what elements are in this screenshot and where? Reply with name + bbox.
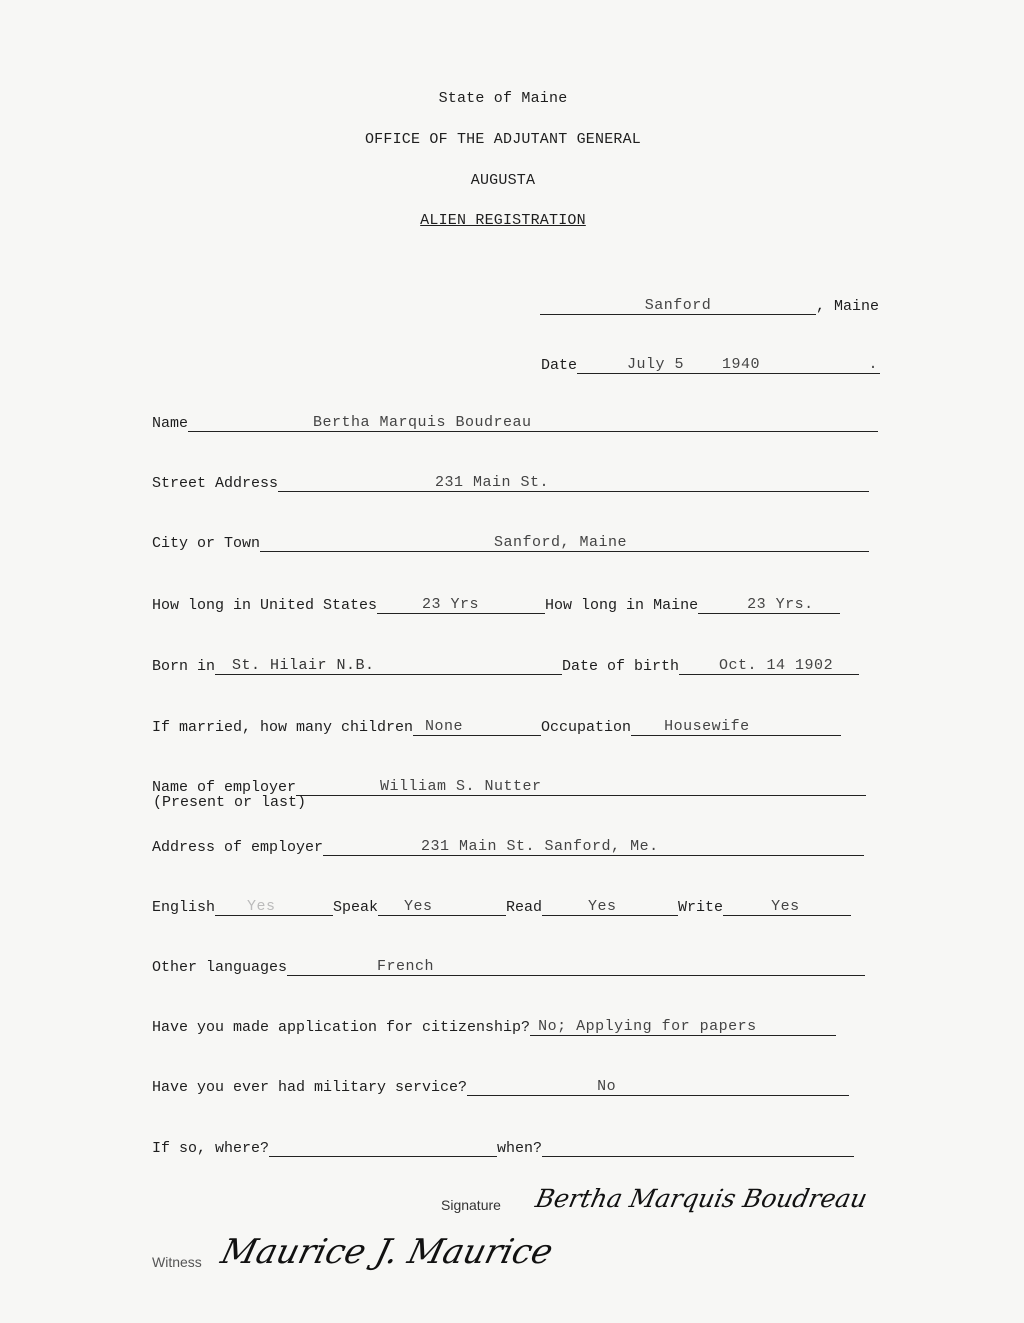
read-label: Read [506,899,543,916]
english-row [152,896,851,916]
born-row [152,655,859,675]
born-value: St. Hilair N.B. [232,657,375,674]
when-field[interactable] [542,1136,854,1157]
header-city: AUGUSTA [470,172,536,189]
witness-label: Witness [152,1254,202,1270]
where-field[interactable] [269,1136,497,1157]
other-languages-row [152,956,865,976]
citizenship-field[interactable] [530,1016,836,1036]
place-field[interactable] [540,294,816,315]
military-value: No [597,1078,617,1095]
read-value: Yes [588,898,617,915]
street-row [152,472,869,492]
speak-value: Yes [404,898,433,915]
us-long-label: How long in United States [152,597,378,614]
citizenship-row [152,1016,836,1036]
speak-field[interactable] [378,896,506,916]
city-field[interactable] [260,532,869,552]
place-row [540,294,879,315]
witness-signature: Maurice J. Maurice [217,1232,557,1272]
city-row [152,532,869,552]
name-value: Bertha Marquis Boudreau [313,414,532,431]
how-long-row [152,594,840,614]
date-end: . [868,356,879,373]
employer-address-field[interactable] [323,836,864,856]
military-label: Have you ever had military service? [152,1079,468,1096]
children-field[interactable] [413,716,541,736]
dob-field[interactable] [679,655,859,675]
signature-label: Signature [441,1197,501,1213]
employer-row [152,776,866,796]
employer-value: William S. Nutter [380,778,542,795]
occupation-label: Occupation [541,719,632,736]
name-row [152,412,878,432]
citizenship-label: Have you made application for citizenship? [152,1019,531,1036]
write-label: Write [678,899,724,916]
military-row [152,1076,849,1096]
name-label: Name [152,415,189,432]
date-label: Date [541,357,578,374]
maine-long-label: How long in Maine [545,597,699,614]
english-value: Yes [247,898,276,915]
occupation-value: Housewife [664,718,750,735]
born-field[interactable] [215,655,562,675]
employer-sublabel: (Present or last) [153,794,307,811]
speak-label: Speak [333,899,379,916]
where-row [152,1136,854,1157]
children-value: None [425,718,464,735]
us-long-value: 23 Yrs [422,596,480,613]
maine-long-value: 23 Yrs. [747,596,814,613]
military-field[interactable] [467,1076,849,1096]
born-label: Born in [152,658,216,675]
children-row [152,716,841,736]
header-state: State of Maine [438,90,568,107]
dob-label: Date of birth [562,658,680,675]
read-field[interactable] [542,896,678,916]
date-row [541,354,880,374]
other-languages-field[interactable] [287,956,865,976]
write-field[interactable] [723,896,851,916]
english-label: English [152,899,216,916]
write-value: Yes [771,898,800,915]
signature-value: Bertha Marquis Boudreau [532,1184,870,1213]
other-languages-label: Other languages [152,959,288,976]
city-label: City or Town [152,535,261,552]
employer-address-value: 231 Main St. Sanford, Me. [421,838,659,855]
employer-field[interactable] [296,776,866,796]
other-languages-value: French [377,958,435,975]
place-suffix: , Maine [816,298,880,315]
maine-long-field[interactable] [698,594,840,614]
header-office: OFFICE OF THE ADJUTANT GENERAL [364,131,642,148]
english-field[interactable] [215,896,333,916]
city-value: Sanford, Maine [494,534,628,551]
name-field[interactable] [188,412,878,432]
employer-address-label: Address of employer [152,839,324,856]
date-value: July 5 1940 [627,356,761,373]
children-label: If married, how many children [152,719,414,736]
occupation-field[interactable] [631,716,841,736]
date-field[interactable] [577,354,880,374]
citizenship-value: No; Applying for papers [538,1018,757,1035]
form-title: ALIEN REGISTRATION [420,212,586,229]
street-label: Street Address [152,475,279,492]
employer-label: Name of employer [152,779,297,796]
us-long-field[interactable] [377,594,545,614]
employer-address-row [152,836,864,856]
dob-value: Oct. 14 1902 [719,657,834,674]
street-field[interactable] [278,472,869,492]
street-value: 231 Main St. [435,474,550,491]
place-value: Sanford [644,297,712,314]
when-label: when? [497,1140,543,1157]
where-label: If so, where? [152,1140,270,1157]
